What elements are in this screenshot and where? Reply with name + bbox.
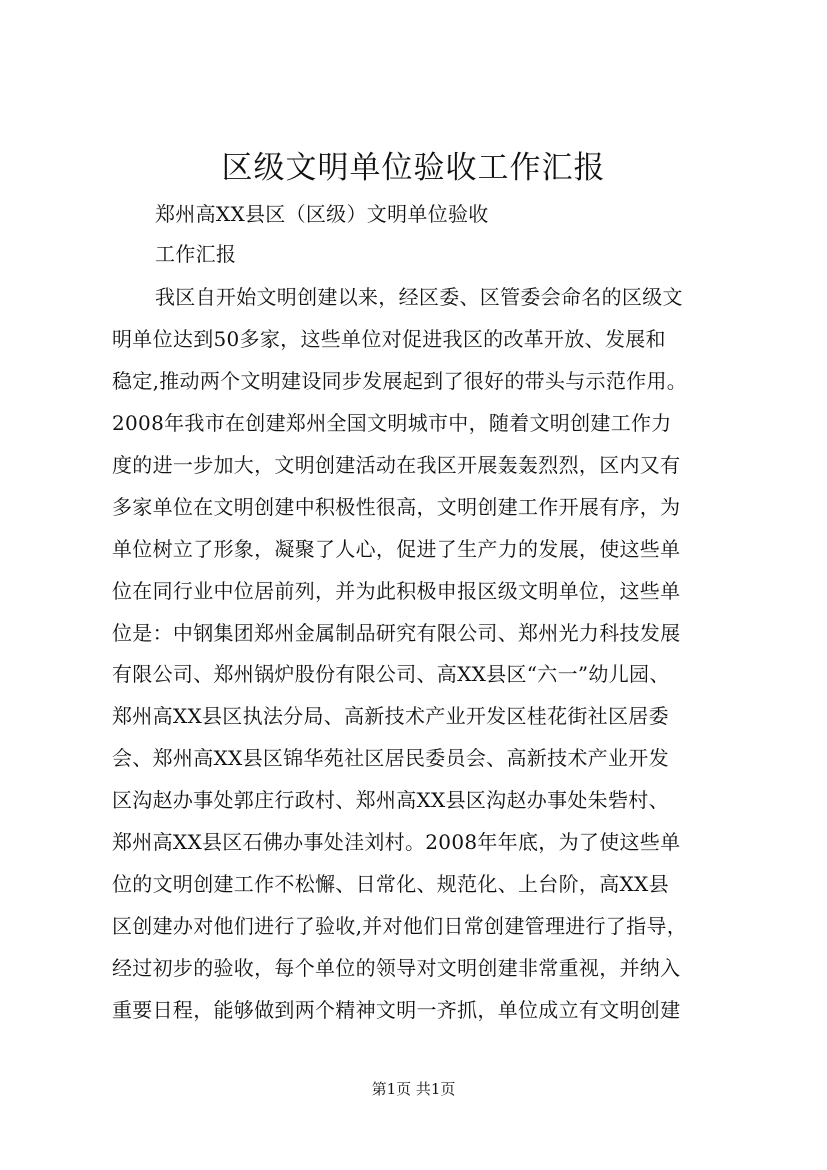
body-text-line: 稳定,推动两个文明建设同步发展起到了很好的带头与示范作用。 xyxy=(112,369,688,393)
body-text-line: 2008年我市在创建郑州全国文明城市中，随着文明创建工作力 xyxy=(112,411,672,435)
body-text-line: 位在同行业中位居前列，并为此积极申报区级文明单位，这些单 xyxy=(112,579,681,603)
page-title: 区级文明单位验收工作汇报 xyxy=(221,150,606,186)
body-text-line: 郑州高XX县区石佛办事处洼刘村。2008年年底，为了使这些单 xyxy=(112,830,681,854)
subtitle-line: 工作汇报 xyxy=(155,242,237,266)
body-text-line: 郑州高XX县区执法分局、高新技术产业开发区桂花街社区居委 xyxy=(112,704,669,728)
subtitle-line: 郑州高XX县区（区级）文明单位验收 xyxy=(155,202,489,226)
body-text-line: 多家单位在文明创建中积极性很高，文明创建工作开展有序，为 xyxy=(112,495,681,519)
body-text-line: 度的进一步加大，文明创建活动在我区开展轰轰烈烈，区内又有 xyxy=(112,453,681,477)
body-text-line: 区创建办对他们进行了验收,并对他们日常创建管理进行了指导， xyxy=(112,914,688,938)
body-text-line: 区沟赵办事处郭庄行政村、郑州高XX县区沟赵办事处朱砦村、 xyxy=(112,788,669,812)
body-text-line: 明单位达到50多家，这些单位对促进我区的改革开放、发展和 xyxy=(112,327,666,351)
body-text-line: 位的文明创建工作不松懈、日常化、规范化、上台阶，高XX县 xyxy=(112,872,669,896)
body-text-line: 单位树立了形象，凝聚了人心，促进了生产力的发展，使这些单 xyxy=(112,537,681,561)
body-text-line: 会、郑州高XX县区锦华苑社区居民委员会、高新技术产业开发 xyxy=(112,746,669,770)
page-footer: 第1页 共1页 xyxy=(371,1080,456,1098)
body-text-line: 位是：中钢集团郑州金属制品研究有限公司、郑州光力科技发展 xyxy=(112,621,681,645)
body-text-line: 重要日程，能够做到两个精神文明一齐抓，单位成立有文明创建 xyxy=(112,998,681,1022)
body-text-line: 经过初步的验收，每个单位的领导对文明创建非常重视，并纳入 xyxy=(112,956,681,980)
body-text-line: 有限公司、郑州锅炉股份有限公司、高XX县区“六一”幼儿园、 xyxy=(112,662,670,686)
body-text-line: 我区自开始文明创建以来，经区委、区管委会命名的区级文 xyxy=(155,285,683,309)
